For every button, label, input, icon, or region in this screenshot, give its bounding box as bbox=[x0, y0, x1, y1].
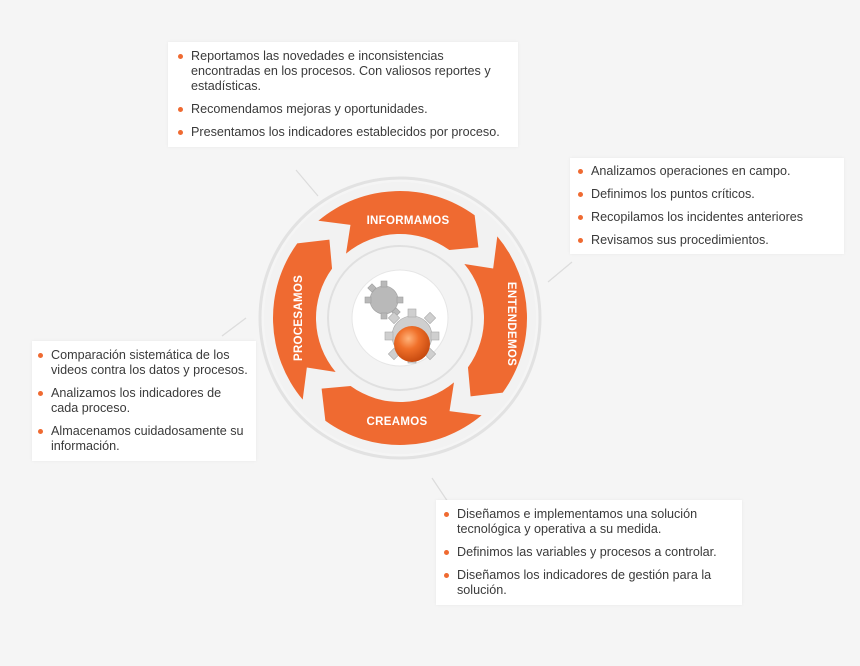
list-item-text: Diseñamos e implementamos una solución tecnológica y operativa a su medida. bbox=[457, 507, 698, 536]
bullet-dot-icon bbox=[578, 215, 583, 220]
list-item-text: Reportamos las novedades e inconsistencias encontradas en los procesos. Con valiosos reportes y estadísticas. bbox=[191, 49, 491, 93]
list-item bbox=[444, 568, 734, 598]
list-item bbox=[178, 125, 508, 140]
list-item-text: Analizamos operaciones en campo. bbox=[591, 164, 791, 178]
stage-label-entendemos: ENTENDEMOS bbox=[505, 281, 517, 367]
list-item-text: Almacenamos cuidadosamente su información. bbox=[51, 424, 244, 453]
list-item-text: Recopilamos los incidentes anteriores bbox=[591, 210, 804, 224]
bullet-dot-icon bbox=[178, 107, 183, 112]
bullet-list bbox=[38, 348, 250, 454]
list-item-text: Revisamos sus procedimientos. bbox=[591, 233, 769, 247]
list-item bbox=[178, 49, 508, 94]
bullet-dot-icon bbox=[444, 512, 449, 517]
list-item bbox=[38, 386, 250, 416]
list-item-text: Definimos las variables y procesos a controlar. bbox=[457, 545, 717, 559]
info-box-entendemos bbox=[570, 158, 844, 254]
connector-top bbox=[296, 170, 318, 196]
list-item bbox=[444, 545, 734, 560]
bullet-dot-icon bbox=[38, 353, 43, 358]
stage-label-procesamos: PROCESAMOS bbox=[293, 274, 305, 362]
list-item-text: Diseñamos los indicadores de gestión para la solución. bbox=[457, 568, 712, 597]
stage-label-informamos: INFORMAMOS bbox=[366, 215, 450, 227]
connector-left bbox=[222, 318, 246, 336]
info-box-creamos bbox=[436, 500, 742, 605]
bullet-list bbox=[578, 164, 836, 248]
info-box-procesamos bbox=[32, 341, 256, 461]
list-item bbox=[178, 102, 508, 117]
list-item-text: Recomendamos mejoras y oportunidades. bbox=[191, 102, 428, 116]
bullet-list bbox=[178, 49, 508, 140]
info-box-informamos bbox=[168, 42, 518, 147]
bullet-dot-icon bbox=[178, 130, 183, 135]
bullet-list bbox=[444, 507, 734, 598]
bullet-dot-icon bbox=[444, 573, 449, 578]
list-item-text: Presentamos los indicadores establecidos por proceso. bbox=[191, 125, 500, 139]
list-item-text: Analizamos los indicadores de cada proceso. bbox=[51, 386, 222, 415]
list-item bbox=[38, 424, 250, 454]
bullet-dot-icon bbox=[38, 391, 43, 396]
connector-right bbox=[548, 262, 572, 282]
bullet-dot-icon bbox=[38, 429, 43, 434]
list-item bbox=[578, 233, 836, 248]
bullet-dot-icon bbox=[578, 238, 583, 243]
list-item bbox=[38, 348, 250, 378]
list-item-text: Comparación sistemática de los videos contra los datos y procesos. bbox=[51, 348, 248, 377]
bullet-dot-icon bbox=[444, 550, 449, 555]
list-item bbox=[578, 187, 836, 202]
list-item bbox=[578, 210, 836, 225]
list-item bbox=[444, 507, 734, 537]
list-item-text: Definimos los puntos críticos. bbox=[591, 187, 755, 201]
connector-bottom bbox=[432, 478, 448, 502]
list-item bbox=[578, 164, 836, 179]
bullet-dot-icon bbox=[178, 54, 183, 59]
bullet-dot-icon bbox=[578, 192, 583, 197]
stage-label-creamos: CREAMOS bbox=[366, 416, 428, 428]
bullet-dot-icon bbox=[578, 169, 583, 174]
